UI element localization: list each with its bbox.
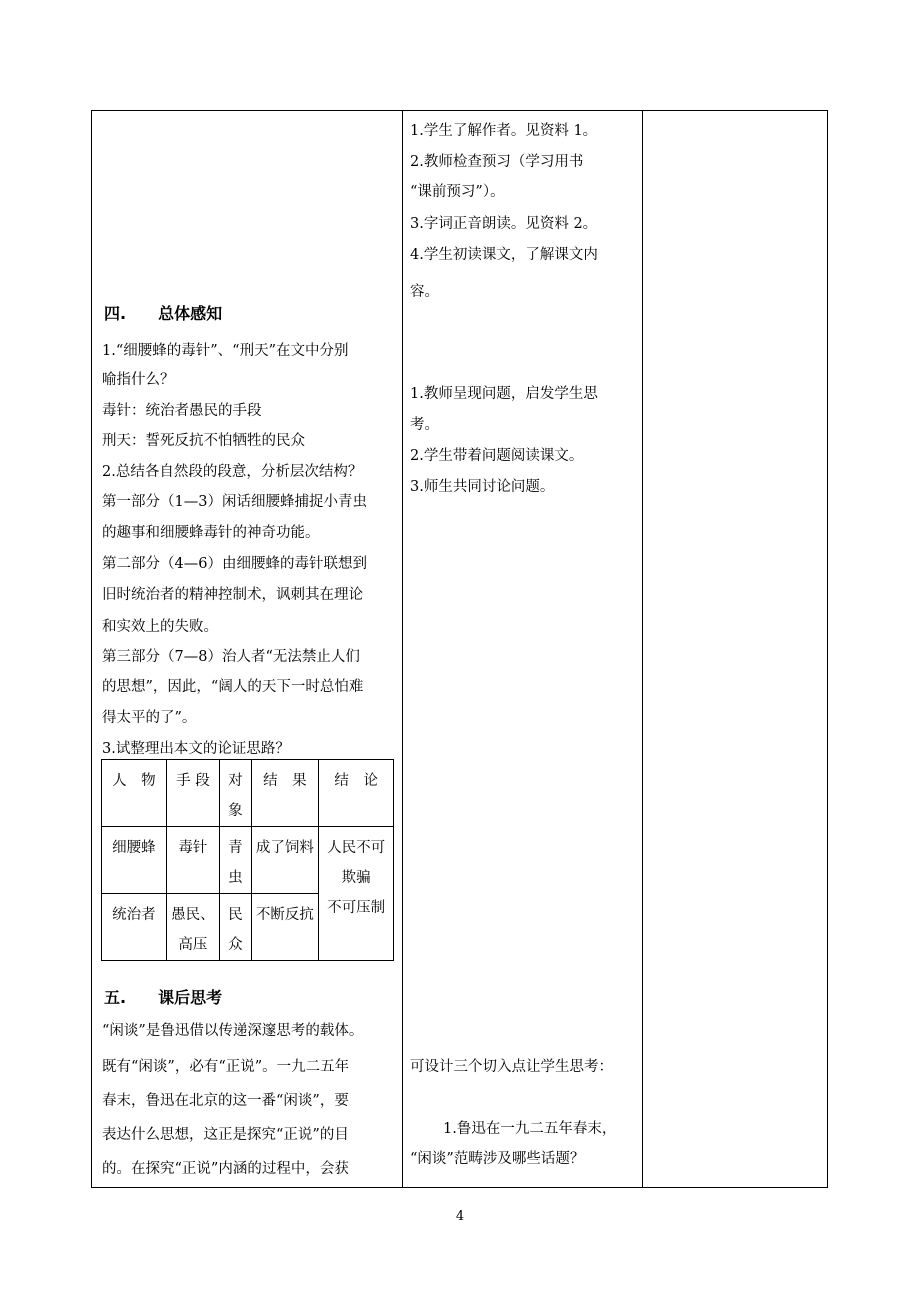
cell-result-1: 成了饲料 [251, 827, 319, 894]
part3-line1: 第三部分（7—8）治人者“无法禁止人们 [102, 649, 360, 665]
cell-conclusion [319, 827, 394, 961]
step-4-line2: 容。 [410, 284, 439, 300]
answer-needle: 毒针：统治者愚民的手段 [102, 403, 262, 419]
step-2-line2: “课前预习”）。 [410, 184, 505, 200]
part1-line2: 的趣事和细腰蜂毒针的神奇功能。 [102, 525, 320, 541]
part1-line1: 第一部分（1—3）闲话细腰蜂捕捉小青虫 [102, 494, 367, 510]
header-conclusion: 结 论 [319, 760, 394, 827]
conclusion-line2: 不可压制 [327, 900, 386, 916]
section5-line5: 的。在探究“正说”内涵的过程中，会获 [102, 1161, 349, 1177]
cell-result-2: 不断反抗 [251, 894, 319, 961]
header-object: 对象 [220, 760, 251, 827]
teach-1-line1: 1.教师呈现问题，启发学生思 [410, 386, 598, 402]
cell-object-1: 青虫 [220, 827, 251, 894]
header-means: 手 段 [166, 760, 220, 827]
part2-line2: 旧时统治者的精神控制术，讽刺其在理论 [102, 587, 363, 603]
teach-2: 2.学生带着问题阅读课文。 [410, 448, 584, 464]
cell-person-2: 统治者 [102, 894, 167, 961]
design-1-line2: “闲谈”范畴涉及哪些话题？ [410, 1151, 585, 1167]
question-1-line1: 1.“细腰蜂的毒针”、“刑天”在文中分别 [102, 343, 349, 359]
cell-means-2: 愚民、高压 [166, 894, 220, 961]
section5-line3: 春末，鲁迅在北京的这一番“闲谈”，要 [102, 1093, 349, 1109]
cell-person-1: 细腰蜂 [102, 827, 167, 894]
design-1-line1: 1.鲁迅在一九二五年春末， [443, 1121, 617, 1137]
step-1: 1.学生了解作者。见资料 1。 [410, 123, 598, 139]
argument-table [101, 759, 394, 961]
question-3: 3.试整理出本文的论证思路？ [102, 741, 290, 757]
content-column [92, 111, 402, 1187]
step-3: 3.字词正音朗读。见资料 2。 [410, 216, 598, 232]
answer-xingtian: 刑天：誓死反抗不怕牺牲的民众 [102, 433, 305, 449]
page-number: 4 [455, 1209, 465, 1224]
teach-3: 3.师生共同讨论问题。 [410, 479, 555, 495]
section-4-title: 四. 总体感知 [104, 304, 223, 323]
step-2-line1: 2.教师检查预习（学习用书 [410, 154, 584, 170]
teach-1-line2: 考。 [410, 417, 439, 433]
header-person: 人 物 [102, 760, 167, 827]
activity-column [403, 111, 642, 1187]
conclusion-line1: 人民不可欺骗 [327, 840, 386, 886]
lesson-plan-table [91, 110, 828, 1188]
cell-means-1: 毒针 [166, 827, 220, 894]
section5-line1: “闲谈”是鲁迅借以传递深邃思考的载体。 [102, 1023, 364, 1039]
header-result: 结 果 [251, 760, 319, 827]
part3-line2: 的思想”，因此，“阔人的天下一时总怕难 [102, 679, 364, 695]
question-1-line2: 喻指什么？ [102, 372, 175, 388]
part2-line3: 和实效上的失败。 [102, 619, 218, 635]
notes-column [643, 111, 827, 1187]
design-intro: 可设计三个切入点让学生思考： [410, 1059, 613, 1075]
section5-line2: 既有“闲谈”，必有“正说”。一九二五年 [102, 1059, 350, 1075]
section5-line4: 表达什么思想，这正是探究“正说”的目 [102, 1127, 349, 1143]
step-4-line1: 4.学生初读课文，了解课文内 [410, 247, 598, 263]
part2-line1: 第二部分（4—6）由细腰蜂的毒针联想到 [102, 556, 367, 572]
part3-line3: 得太平的了”。 [102, 710, 197, 726]
cell-object-2: 民众 [220, 894, 251, 961]
question-2: 2.总结各自然段的段意，分析层次结构？ [102, 464, 363, 480]
section-5-title: 五. 课后思考 [104, 988, 223, 1007]
